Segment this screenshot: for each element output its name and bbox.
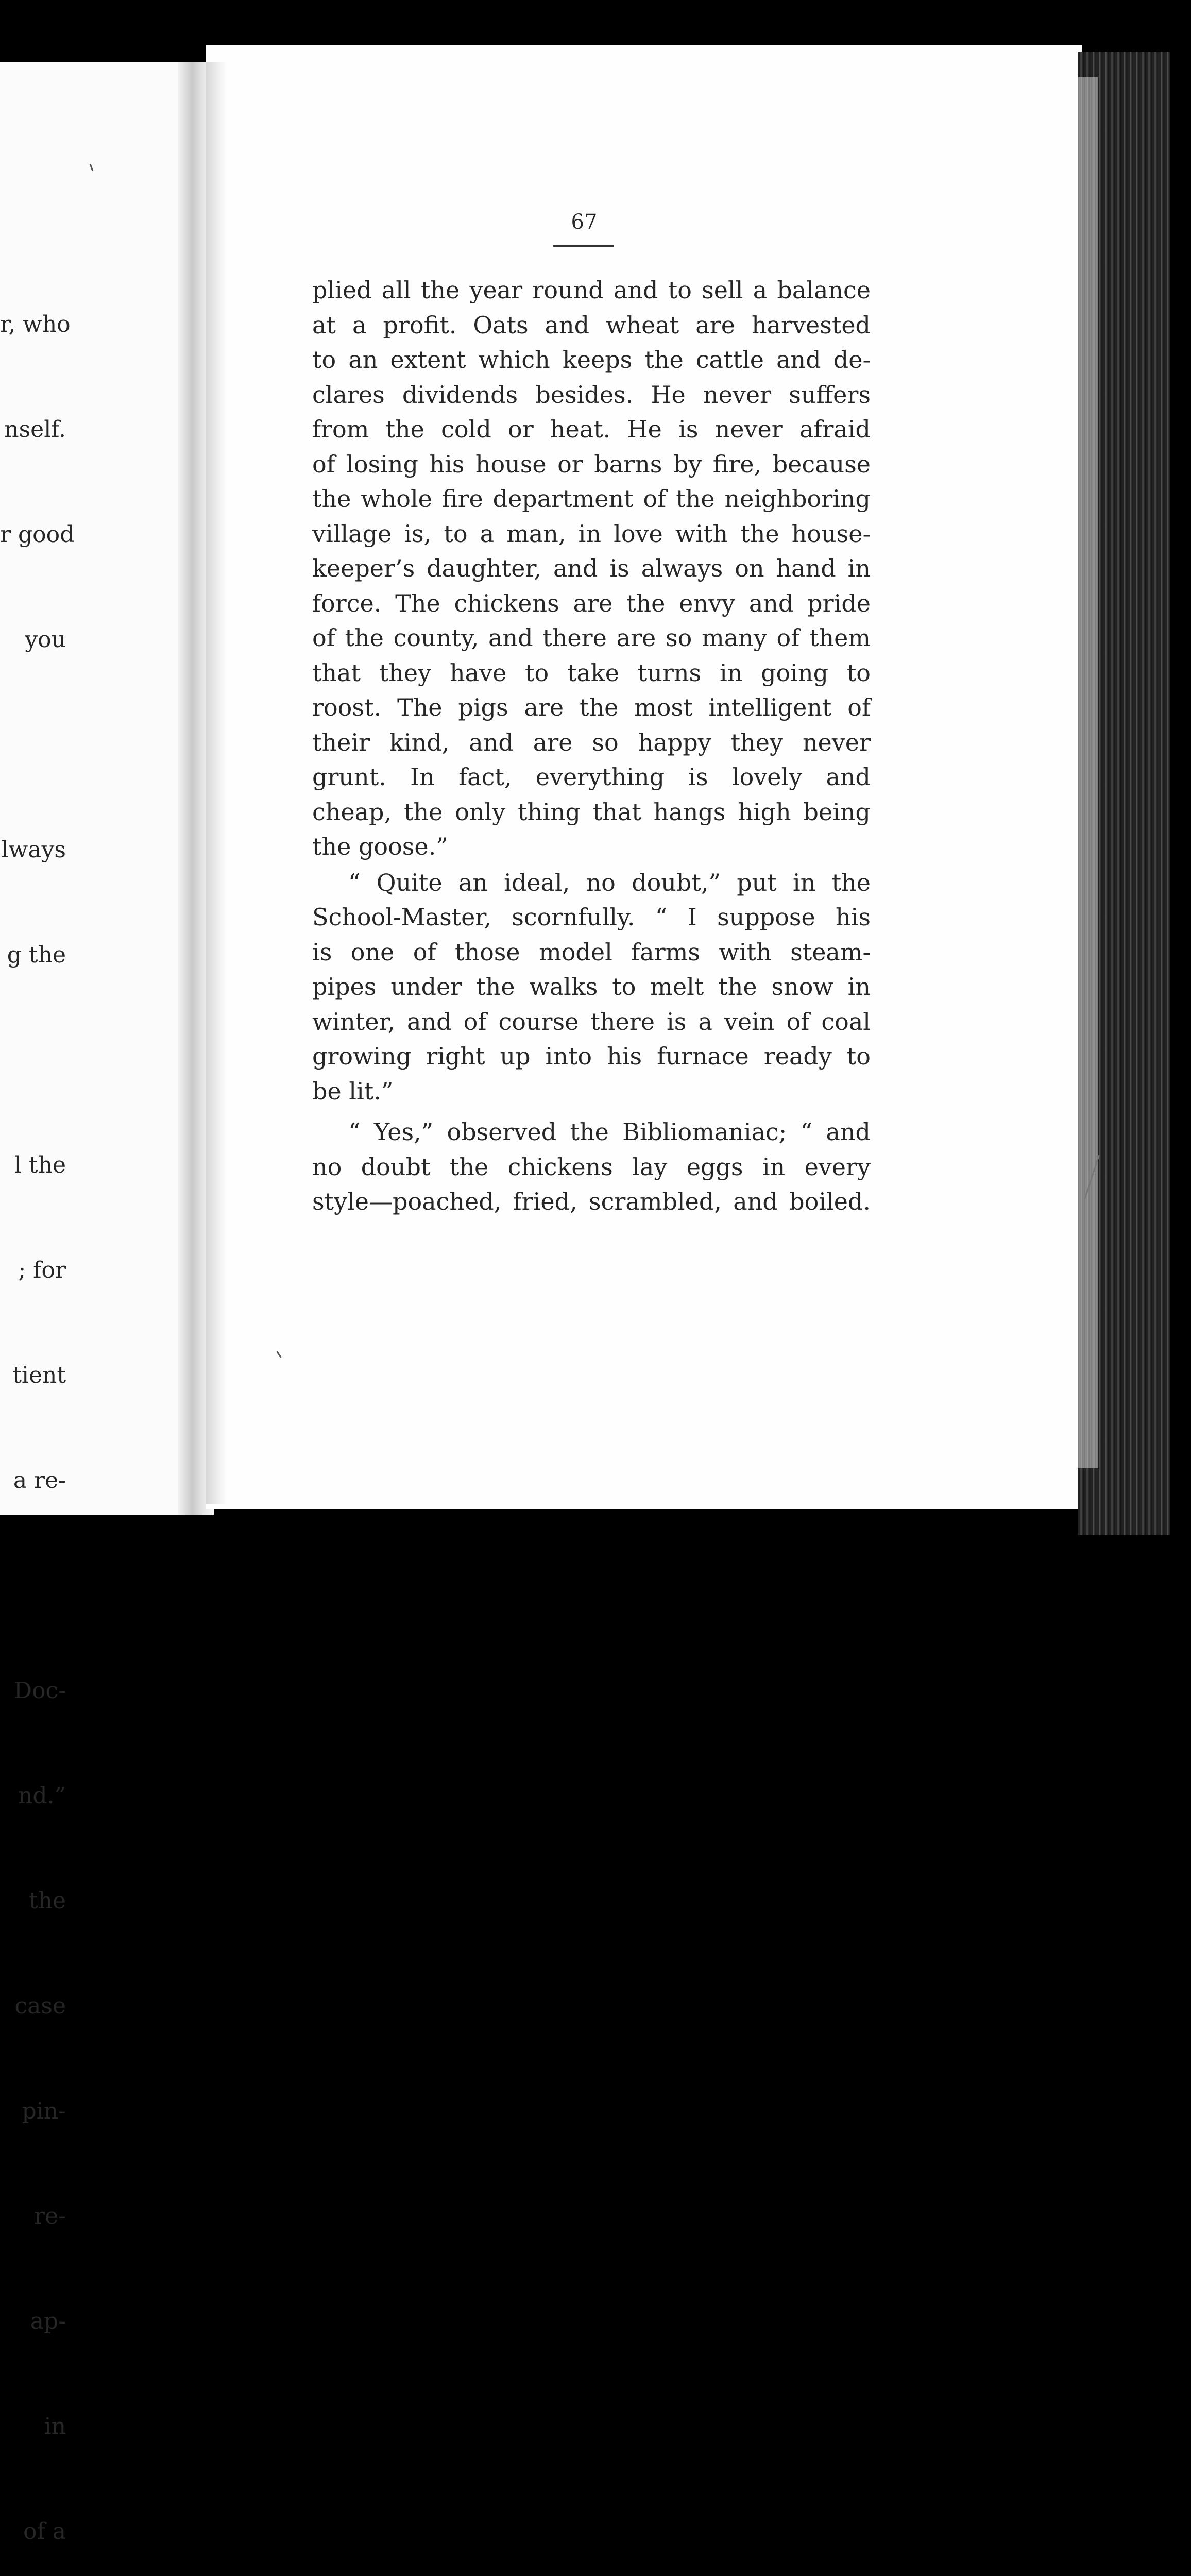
text-line: growing right up into his furnace ready to — [312, 1042, 871, 1070]
text-line: is one of those model farms with steam- — [312, 938, 871, 966]
text-line: their kind, and are so happy they never — [312, 728, 871, 756]
left-line: a re- — [13, 1467, 66, 1494]
text-line: from the cold or heat. He is never afraid — [312, 415, 871, 443]
page-number-rule — [553, 245, 614, 247]
left-line: ap- — [30, 2308, 66, 2334]
text-line: that they have to take turns in going to — [312, 658, 871, 687]
left-line: re- — [34, 2203, 66, 2229]
left-line: nself. — [4, 416, 66, 443]
text-line: the whole fire department of the neighboring — [312, 485, 871, 513]
text-line: “ Yes,” observed the Bibliomaniac; “ and — [348, 1118, 871, 1146]
text-line: “ Quite an ideal, no doubt,” put in the — [348, 868, 871, 896]
text-line: be lit.” — [312, 1077, 394, 1105]
left-line: r, who — [0, 311, 71, 337]
left-line: nd.” — [18, 1783, 66, 1809]
text-line: School-Master, scornfully. “ I suppose his — [312, 903, 871, 931]
text-line: keeper’s daughter, and is always on hand in — [312, 554, 871, 582]
text-line: winter, and of course there is a vein of coal — [312, 1007, 871, 1036]
right-page-gutter — [206, 62, 227, 1504]
left-line — [0, 1043, 66, 1078]
text-line: at a profit. Oats and wheat are harvested — [312, 311, 871, 339]
text-line: cheap, the only thing that hangs high being — [312, 798, 871, 826]
left-line: case — [14, 1993, 66, 2019]
page-edge-highlight — [1078, 77, 1098, 1468]
text-line: style—poached, fried, scrambled, and boiled. — [312, 1188, 871, 1215]
text-line: roost. The pigs are the most intelligent of — [312, 693, 871, 721]
text-line: of losing his house or barns by fire, because — [312, 450, 871, 478]
text-line: the goose.” — [312, 833, 448, 860]
left-line: in — [44, 2413, 66, 2439]
left-line: the — [28, 1888, 66, 1914]
left-line: tient — [12, 1362, 66, 1388]
text-line: force. The chickens are the envy and pride — [312, 589, 871, 617]
text-line: no doubt the chickens lay eggs in every — [312, 1153, 871, 1181]
left-line: ; for — [18, 1257, 66, 1283]
left-line — [0, 1568, 66, 1603]
left-line: g the — [7, 942, 66, 968]
text-line: clares dividends besides. He never suffers — [312, 380, 871, 409]
left-line: you — [25, 626, 66, 653]
text-line: of the county, and there are so many of them — [312, 624, 871, 652]
left-line: lways — [1, 837, 66, 863]
left-line: r good — [0, 521, 75, 548]
text-line: pipes under the walks to melt the snow in — [312, 973, 871, 1001]
left-page-text — [0, 237, 75, 2576]
text-line: grunt. In fact, everything is lovely and — [312, 763, 871, 791]
text-line: to an extent which keeps the cattle and de- — [312, 346, 871, 374]
left-line: of a — [23, 2518, 66, 2545]
left-line: Doc- — [13, 1677, 66, 1704]
left-line: l the — [14, 1152, 66, 1178]
text-line: village is, to a man, in love with the house- — [312, 519, 871, 548]
text-line: plied all the year round and to sell a balance — [312, 276, 871, 304]
body-text — [312, 273, 871, 1219]
left-line — [0, 727, 66, 762]
page-number: 67 — [571, 210, 598, 234]
left-line: pin- — [22, 2098, 66, 2124]
